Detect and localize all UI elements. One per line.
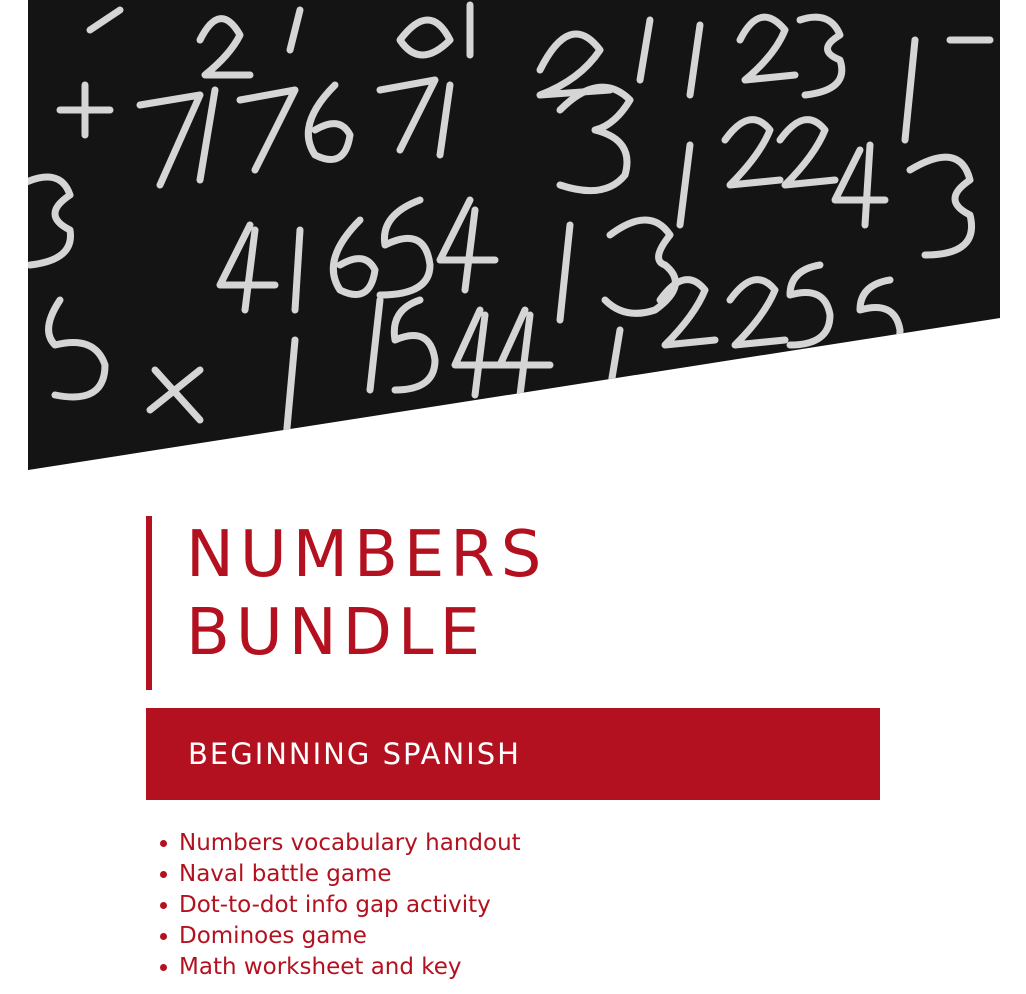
list-item xyxy=(160,921,521,952)
feature-label: Naval battle game xyxy=(179,861,392,887)
bullet-icon xyxy=(160,871,167,878)
subtitle-banner xyxy=(146,708,880,800)
feature-label: Numbers vocabulary handout xyxy=(179,830,521,856)
list-item xyxy=(160,859,521,890)
chalkboard-numbers-image xyxy=(0,0,1026,480)
title-block xyxy=(146,516,547,690)
list-item xyxy=(160,890,521,921)
chalkboard-drawing xyxy=(0,0,1026,480)
bullet-icon xyxy=(160,902,167,909)
features-list xyxy=(160,828,521,983)
feature-label: Math worksheet and key xyxy=(179,954,462,980)
list-item xyxy=(160,952,521,983)
bullet-icon xyxy=(160,933,167,940)
feature-label: Dominoes game xyxy=(179,923,367,949)
bullet-icon xyxy=(160,840,167,847)
bullet-icon xyxy=(160,964,167,971)
list-item xyxy=(160,828,521,859)
chalkboard-svg xyxy=(0,0,1026,480)
subtitle-text: BEGINNING SPANISH xyxy=(188,737,521,771)
feature-label: Dot-to-dot info gap activity xyxy=(179,892,491,918)
title-line-1: NUMBERS xyxy=(186,518,548,592)
title-line-2: BUNDLE xyxy=(186,596,486,670)
